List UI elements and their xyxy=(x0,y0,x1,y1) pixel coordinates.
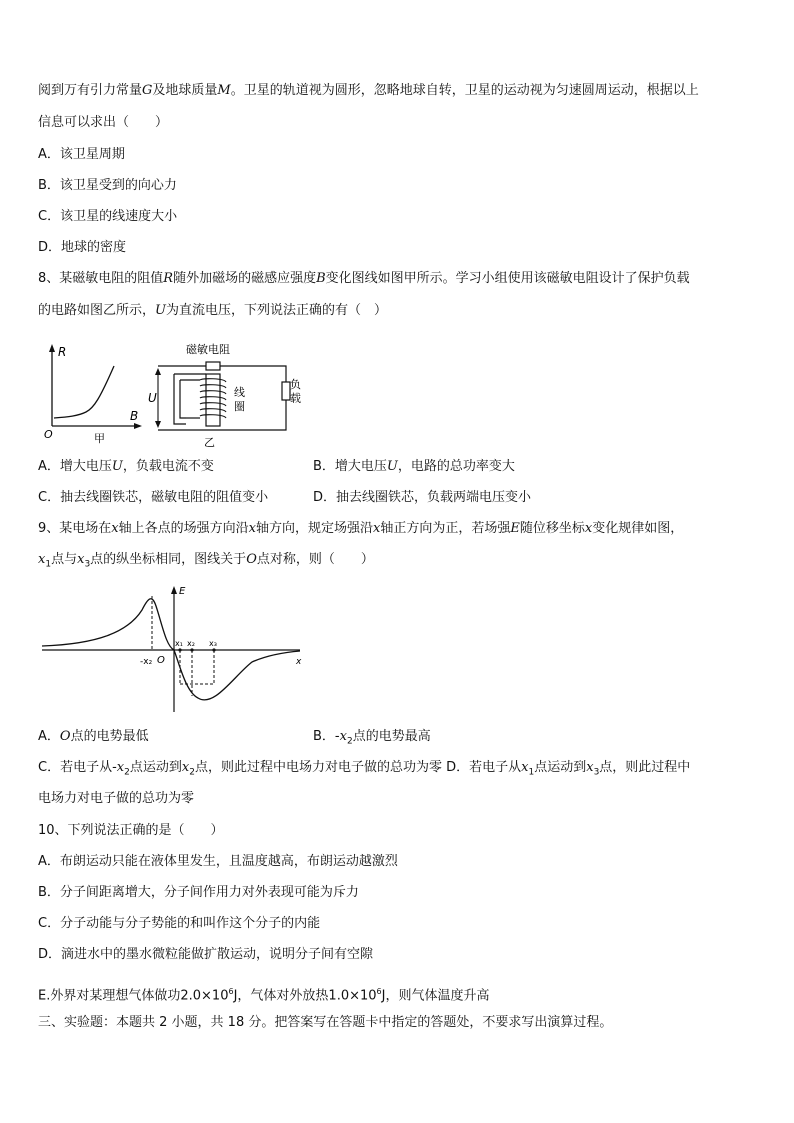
graph-e-arrow xyxy=(171,586,177,594)
yi-top-wire-right xyxy=(220,366,286,382)
jia-curve xyxy=(54,366,114,418)
q9-option-a: A．O点的电势最低 xyxy=(38,729,149,744)
tick-neg-x2: -x₂ xyxy=(140,657,153,667)
voltage-arrow-head-bottom xyxy=(155,421,161,428)
graph-x-label: x xyxy=(296,657,302,667)
q9-graph xyxy=(38,580,310,716)
q8-figure-yi xyxy=(146,338,306,450)
tick-x2: x₂ xyxy=(187,639,195,648)
coil-label-1: 线 xyxy=(234,386,245,399)
q8-stem-line1: 8、某磁敏电阻的阻值R随外加磁场的磁感应强度B变化图线如图甲所示。学习小组使用该磁敏电阻设计了保护负载 xyxy=(38,271,690,286)
q8-option-b: B．增大电压U，电路的总功率变大 xyxy=(313,459,515,474)
q8-stem-line2: 的电路如图乙所示，U为直流电压，下列说法正确的有（ ） xyxy=(38,303,387,318)
q10-option-e: E.外界对某理想气体做功$2.0\times 10^6J$，气体对外放热$1.0\times 10^6J$，则气体温度升高 xyxy=(38,987,490,1004)
yi-title: 磁敏电阻 xyxy=(186,343,230,356)
load-resistor xyxy=(282,382,290,400)
yi-voltage-label: U xyxy=(148,391,157,405)
jia-x-label: B xyxy=(130,409,139,423)
load-label-2: 载 xyxy=(290,392,301,405)
coil-lead-inner xyxy=(180,380,186,418)
q10-option-b: B．分子间距离增大，分子间作用力对外表现可能为斥力 xyxy=(38,885,359,900)
tick-x1: x₁ xyxy=(175,639,183,648)
iron-core xyxy=(206,374,220,426)
q9-options-c-d: C．若电子从$-x_2$点运动到$x_2$点，则此过程中电场力对电子做的总功为零 D．若电子从$x_1$点运动到$x_3$点，则此过程中 xyxy=(38,760,691,778)
yi-right-wire xyxy=(158,400,286,430)
graph-origin: O xyxy=(157,655,165,666)
q8-option-a: A．增大电压U，负载电流不变 xyxy=(38,459,214,474)
section-3-heading: 三、实验题：本题共 2 小题，共 18 分。把答案写在答题卡中指定的答题处，不要求写出演算过程。 xyxy=(38,1015,613,1030)
point-x1 xyxy=(178,648,181,651)
tick-x3: x₃ xyxy=(209,639,217,648)
q10-stem: 10、下列说法正确的是（ ） xyxy=(38,823,224,838)
q10-option-c: C．分子动能与分子势能的和叫作这个分子的内能 xyxy=(38,916,321,931)
point-x2 xyxy=(190,648,193,651)
q9-option-b: B．$-x_2$点的电势最高 xyxy=(313,729,431,747)
q8-option-c: C．抽去线圈铁芯，磁敏电阻的阻值变小 xyxy=(38,490,269,505)
load-label-1: 负 xyxy=(290,378,301,391)
q8-figure-jia xyxy=(38,340,148,446)
point-x3 xyxy=(212,648,215,651)
q9-option-d-line2: 电场力对电子做的总功为零 xyxy=(38,791,195,806)
jia-origin: O xyxy=(44,428,53,441)
q7-option-a: A．该卫星周期 xyxy=(38,147,125,162)
coil-label-2: 圈 xyxy=(234,400,245,413)
q8-option-d: D．抽去线圈铁芯，负载两端电压变小 xyxy=(313,490,532,505)
q7-option-d: D．地球的密度 xyxy=(38,240,127,255)
q9-stem-line2: $x_1$点与$x_3$点的纵坐标相同，图线关于O点对称，则（ ） xyxy=(38,552,374,570)
jia-x-arrow xyxy=(134,423,142,429)
q7-stem-line2: 信息可以求出（ ） xyxy=(38,115,169,130)
jia-caption: 甲 xyxy=(94,432,105,445)
q7-stem-line1: 阅到万有引力常量G及地球质量M。卫星的轨道视为圆形，忽略地球自转，卫星的运动视为匀速圆周运动，根据以上 xyxy=(38,83,699,98)
graph-e-label: E xyxy=(179,586,186,597)
yi-caption: 乙 xyxy=(204,436,215,449)
graph-curve xyxy=(42,599,300,700)
magnetoresistor xyxy=(206,362,220,370)
jia-y-label: R xyxy=(58,345,67,359)
voltage-arrow-head-top xyxy=(155,368,161,375)
q10-option-d: D．滴进水中的墨水微粒能做扩散运动，说明分子间有空隙 xyxy=(38,947,374,962)
jia-y-arrow xyxy=(49,344,55,352)
q7-option-b: B．该卫星受到的向心力 xyxy=(38,178,177,193)
q9-stem-line1: 9、某电场在x轴上各点的场强方向沿x轴方向，规定场强沿x轴正方向为正，若场强E随位移坐标x变化规律如图， xyxy=(38,521,684,536)
q10-option-a: A．布朗运动只能在液体里发生，且温度越高，布朗运动越激烈 xyxy=(38,854,398,869)
q7-option-c: C．该卫星的线速度大小 xyxy=(38,209,178,224)
